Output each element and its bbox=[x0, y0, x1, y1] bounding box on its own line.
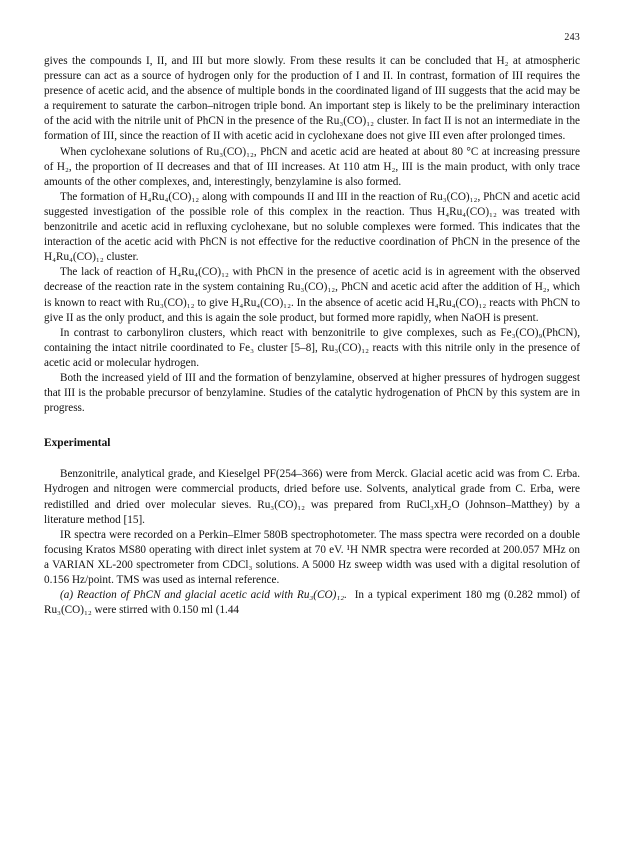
paragraph: The lack of reaction of H₄Ru₄(CO)₁₂ with PhCN in the presence of acetic acid is in agreement with the observed decrease of the reaction rate in the system containing Ru₃(CO)₁₂, PhCN and acetic acid after the addition of H₂, which is known to react with Ru₃(CO)₁₂ to give H₄Ru₄(CO)₁₂. In the absence of acetic acid H₄Ru₄(CO)₁₂ reacts with PhCN to give II as the only product, and this is again the sole product, but formed more rapidly, when NaOH is present. bbox=[44, 266, 580, 324]
paragraph: Both the increased yield of III and the formation of benzylamine, observed at higher pressures of hydrogen suggest that III is the probable precursor of benzylamine. Studies of the catalytic hydrogenation of PhCN by this system are in progress. bbox=[44, 371, 580, 415]
section-heading: Experimental bbox=[44, 437, 111, 450]
paragraph: When cyclohexane solutions of Ru₃(CO)₁₂, PhCN and acetic acid are heated at about 80 °C at increasing pressure of H₂, the proportion of II decreases and that of III increases. At 110 atm H₂, III is the main product, with only trace amounts of the other complexes, and, interestingly, benzylamine is also formed. bbox=[44, 145, 580, 188]
subsection-text: In a typical experiment 180 mg (0.282 mmol) of Ru₃(CO)₁₂ were stirred with 0.150 ml (1.44 bbox=[44, 589, 581, 617]
page-number: 243 bbox=[564, 32, 580, 43]
paragraph: gives the compounds I, II, and III but more slowly. From these results it can be concluded that H₂ at atmospheric pressure can act as a source of hydrogen only for the production of I and II. In contrast, formation of III requires the presence of acetic acid, and the absence of multiple bonds in the coordinated ligand of III suggests that the acid may be a requirement to saturate the carbon–nitrogen triple bond. An important step is likely to be the preliminary interaction of the acid with the nitrile unit of PhCN in the presence of the Ru₃(CO)₁₂ cluster. In fact II is not an intermediate in the formation of III, since the reaction of II with acetic acid in cyclohexane does not give III even after prolonged times. bbox=[44, 55, 580, 143]
article-body bbox=[44, 54, 580, 618]
subsection-paragraph bbox=[44, 588, 580, 618]
paragraph: In contrast to carbonyliron clusters, which react with benzonitrile to give complexes, such as Fe₃(CO)₉(PhCN), containing the intact nitrile coordinated to Fe₃ cluster [5–8], Ru₃(CO)₁₂ reacts with this nitrile only in the presence of acetic acid or molecular hydrogen. bbox=[44, 326, 580, 369]
experimental-paragraph: Benzonitrile, analytical grade, and Kieselgel PF(254–366) were from Merck. Glacial acetic acid was from C. Erba. Hydrogen and nitrogen were commercial products, dried before use. Solvents, analytical grade from C. Erba, were redistilled and dried over molecular sieves. Ru₃(CO)₁₂ was prepared from RuCl₃xH₂O (Johnson–Matthey) by a literature method [15]. bbox=[44, 468, 580, 526]
experimental-paragraph: IR spectra were recorded on a Perkin–Elmer 580B spectrophotometer. The mass spectra were recorded on a double focusing Kratos MS80 operating with direct inlet system at 70 eV. ¹H NMR spectra were recorded at 200.057 MHz on a VARIAN XL-200 spectrometer from CDCl₃ solutions. A 5000 Hz sweep width was used with a digital resolution of 0.156 Hz/point. TMS was used as internal reference. bbox=[44, 528, 580, 586]
paragraph: The formation of H₄Ru₄(CO)₁₂ along with compounds II and III in the reaction of Ru₃(CO)₁₂, PhCN and acetic acid suggested investigation of the possible role of this complex in the reaction. Thus H₄Ru₄(CO)₁₂ was treated with benzonitrile and acetic acid in refluxing cyclohexane, but no soluble complexes were formed. This indicates that the interaction of the acetic acid with PhCN is not effective for the reductive coordination of PhCN in the presence of the H₄Ru₄(CO)₁₂ cluster. bbox=[44, 190, 580, 264]
subsection-title: (a) Reaction of PhCN and glacial acetic acid with Ru₃(CO)₁₂. bbox=[60, 589, 347, 602]
